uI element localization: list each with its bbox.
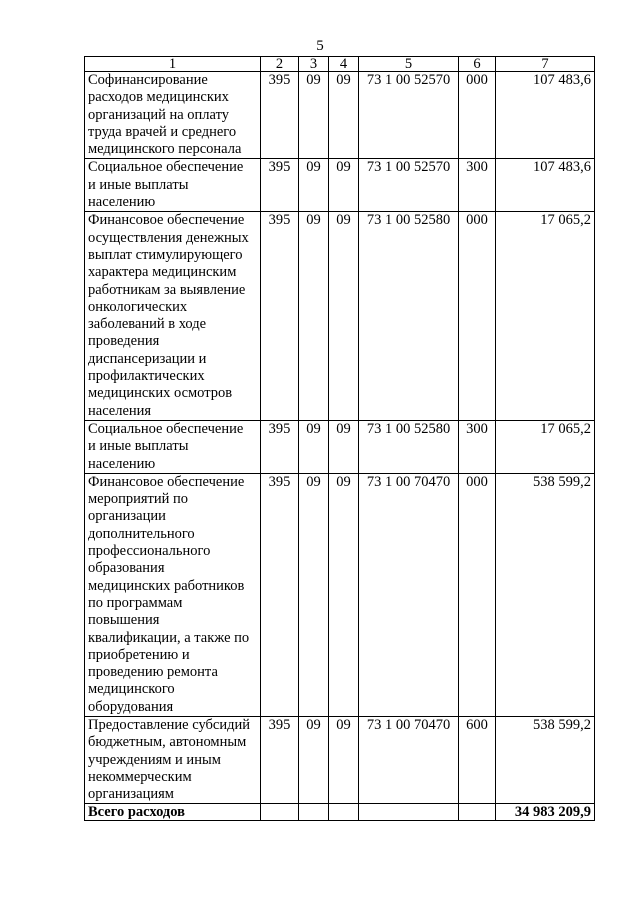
code-4-cell: 09 (329, 212, 359, 421)
code-6-cell: 000 (459, 473, 496, 716)
row-name-line: характера медицинским (88, 264, 237, 281)
row-name-line: Финансовое обеспечение (88, 212, 245, 229)
amount-cell: 538 599,2 (496, 473, 595, 716)
code-2-cell: 395 (261, 72, 299, 159)
row-name-line: выплат стимулирующего (88, 246, 243, 263)
column-header-6: 6 (459, 57, 496, 72)
column-header-3: 3 (299, 57, 329, 72)
row-name-cell (85, 716, 261, 803)
row-name-line: и иные выплаты (88, 176, 189, 193)
row-name-cell (85, 212, 261, 421)
code-5-cell: 73 1 00 70470 (359, 473, 459, 716)
row-name-line: профессионального (88, 543, 211, 560)
row-name-line: Софинансирование (88, 72, 208, 88)
column-header-4: 4 (329, 57, 359, 72)
amount-cell: 17 065,2 (496, 420, 595, 473)
code-3-cell: 09 (299, 212, 329, 421)
table-row (85, 473, 595, 716)
row-name-line: Финансовое обеспечение (88, 473, 245, 490)
row-name-line: медицинских осмотров (88, 385, 233, 402)
budget-table (84, 56, 595, 821)
amount-cell: 107 483,6 (496, 159, 595, 212)
row-name-line: населению (88, 194, 156, 211)
row-name-line: образования (88, 560, 165, 577)
code-2-cell: 395 (261, 473, 299, 716)
table-row (85, 716, 595, 803)
code-6-cell: 600 (459, 716, 496, 803)
row-name-line: заболеваний в ходе (88, 316, 207, 333)
row-name-cell (85, 72, 261, 159)
column-header-7: 7 (496, 57, 595, 72)
amount-cell: 17 065,2 (496, 212, 595, 421)
column-header-5: 5 (359, 57, 459, 72)
code-2-cell: 395 (261, 212, 299, 421)
code-2-cell: 395 (261, 420, 299, 473)
row-name-line: профилактических (88, 368, 205, 385)
code-5-cell: 73 1 00 52570 (359, 72, 459, 159)
code-5-cell: 73 1 00 70470 (359, 716, 459, 803)
total-amount: 34 983 209,9 (496, 804, 595, 821)
total-label: Всего расходов (85, 804, 261, 821)
row-name-line: мероприятий по (88, 491, 189, 508)
row-name-line: и иные выплаты (88, 438, 189, 455)
code-3-cell: 09 (299, 716, 329, 803)
row-name-cell (85, 420, 261, 473)
row-name-cell (85, 473, 261, 716)
total-cell-empty (359, 804, 459, 821)
row-name-line: труда врачей и среднего (88, 123, 237, 140)
row-name-line: Социальное обеспечение (88, 420, 244, 437)
row-name-line: диспансеризации и (88, 350, 207, 367)
code-4-cell: 09 (329, 473, 359, 716)
amount-cell: 538 599,2 (496, 716, 595, 803)
row-name-line: населению (88, 455, 156, 472)
row-name-line: бюджетным, автономным (88, 734, 247, 751)
row-name-line: Социальное обеспечение (88, 159, 244, 176)
code-3-cell: 09 (299, 159, 329, 212)
table-row (85, 159, 595, 212)
row-name-line: оборудования (88, 698, 174, 715)
code-6-cell: 300 (459, 159, 496, 212)
code-3-cell: 09 (299, 72, 329, 159)
column-header-2: 2 (261, 57, 299, 72)
row-name-line: организации (88, 508, 166, 525)
code-3-cell: 09 (299, 420, 329, 473)
code-4-cell: 09 (329, 420, 359, 473)
total-cell-empty (329, 804, 359, 821)
row-name-line: медицинских работников (88, 577, 245, 594)
code-6-cell: 000 (459, 72, 496, 159)
row-name-line: онкологических (88, 298, 188, 315)
row-name-line: организаций на оплату (88, 106, 229, 123)
row-name-line: повышения (88, 612, 160, 629)
page-number: 5 (316, 38, 324, 54)
row-name-line: населения (88, 402, 152, 419)
total-cell-empty (299, 804, 329, 821)
row-name-cell (85, 159, 261, 212)
row-name-line: дополнительного (88, 525, 195, 542)
total-cell-empty (261, 804, 299, 821)
table-row (85, 212, 595, 421)
row-name-line: некоммерческим (88, 768, 192, 785)
row-name-line: проведения (88, 333, 160, 350)
code-6-cell: 000 (459, 212, 496, 421)
row-name-line: расходов медицинских (88, 89, 229, 106)
code-6-cell: 300 (459, 420, 496, 473)
code-5-cell: 73 1 00 52580 (359, 420, 459, 473)
row-name-line: по программам (88, 594, 183, 611)
total-row (85, 804, 595, 821)
column-header-1: 1 (85, 57, 261, 72)
row-name-line: осуществления денежных (88, 229, 249, 246)
row-name-line: квалификации, а также по (88, 629, 250, 646)
row-name-line: Предоставление субсидий (88, 716, 251, 733)
code-2-cell: 395 (261, 716, 299, 803)
row-name-line: медицинского (88, 681, 175, 698)
table-header-row (85, 57, 595, 72)
code-5-cell: 73 1 00 52570 (359, 159, 459, 212)
table-row (85, 72, 595, 159)
row-name-line: проведению ремонта (88, 664, 218, 681)
code-4-cell: 09 (329, 716, 359, 803)
total-cell-empty (459, 804, 496, 821)
row-name-line: работникам за выявление (88, 281, 246, 298)
code-4-cell: 09 (329, 72, 359, 159)
code-2-cell: 395 (261, 159, 299, 212)
code-4-cell: 09 (329, 159, 359, 212)
row-name-line: организациям (88, 786, 174, 803)
amount-cell: 107 483,6 (496, 72, 595, 159)
table-row (85, 420, 595, 473)
row-name-line: учреждениям и иным (88, 751, 221, 768)
code-3-cell: 09 (299, 473, 329, 716)
row-name-line: медицинского персонала (88, 141, 242, 158)
row-name-line: приобретению и (88, 646, 190, 663)
code-5-cell: 73 1 00 52580 (359, 212, 459, 421)
